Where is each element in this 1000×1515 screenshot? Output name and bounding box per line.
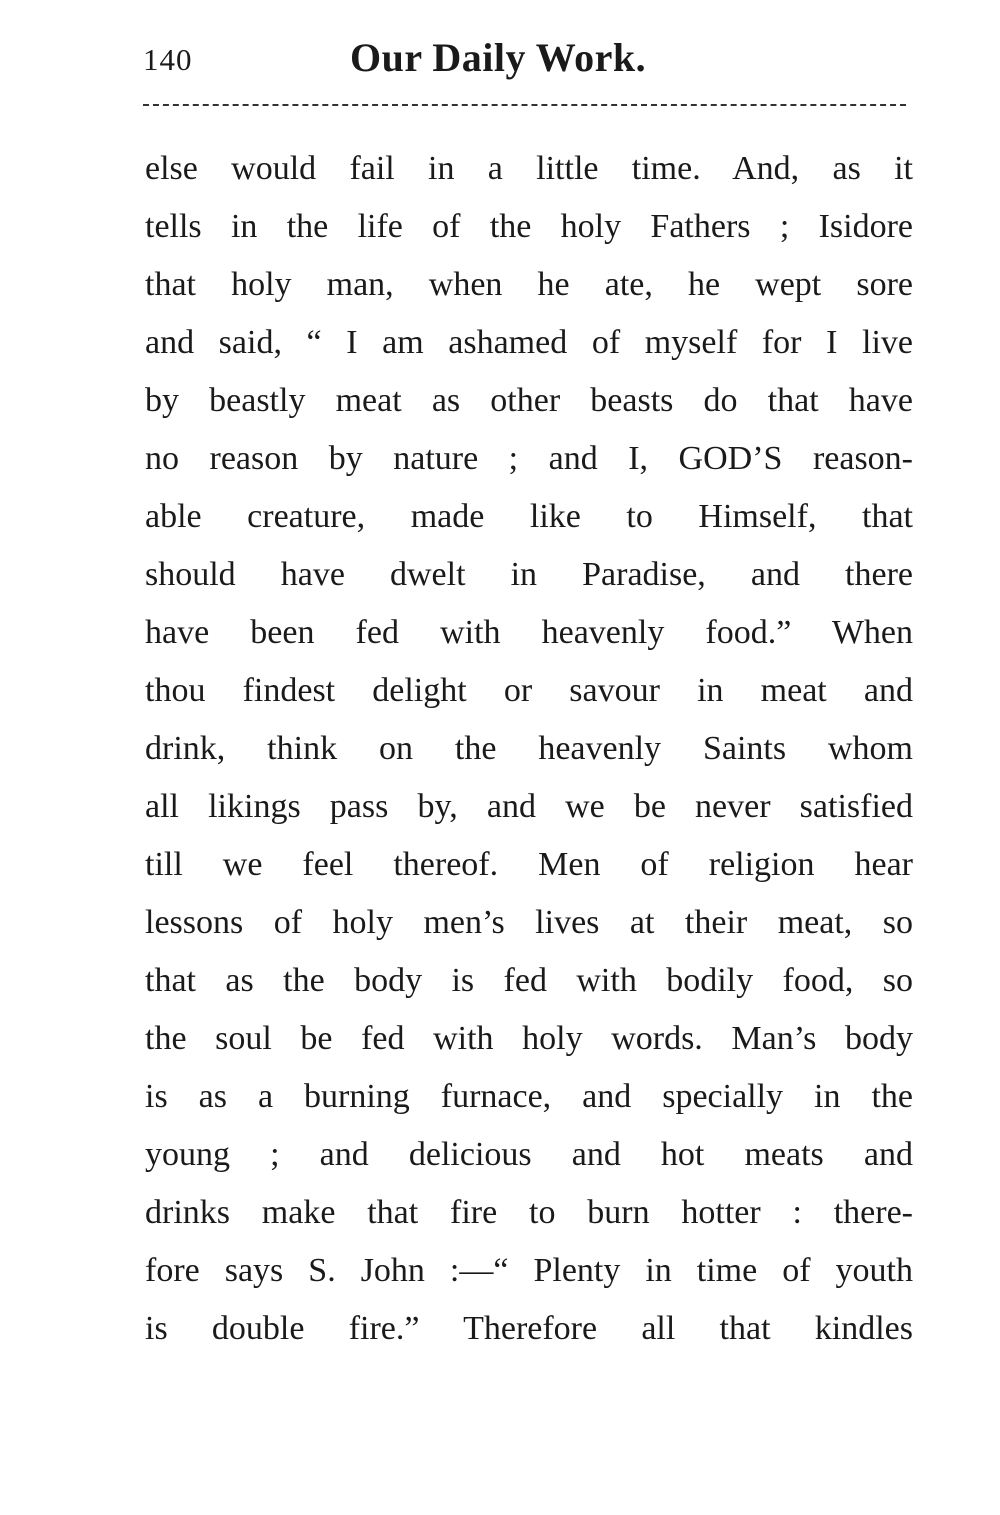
text-line: no reason by nature ; and I, GOD’S reason-: [145, 440, 913, 477]
text-line: able creature, made like to Himself, that: [145, 498, 913, 535]
text-line: tells in the life of the holy Fathers ; Isidore: [145, 208, 913, 245]
text-line: thou findest delight or savour in meat and: [145, 672, 913, 709]
text-line: lessons of holy men’s lives at their meat, so: [145, 904, 913, 941]
text-line: have been fed with heavenly food.” When: [145, 614, 913, 651]
text-line: drinks make that fire to burn hotter : there-: [145, 1194, 913, 1231]
text-line: else would fail in a little time. And, as it: [145, 150, 913, 187]
text-line: young ; and delicious and hot meats and: [145, 1136, 913, 1173]
header-rule: [143, 104, 906, 106]
text-line: is as a burning furnace, and specially in the: [145, 1078, 913, 1115]
text-line: fore says S. John :—“ Plenty in time of youth: [145, 1252, 913, 1289]
text-line: all likings pass by, and we be never satisfied: [145, 788, 913, 825]
text-line: drink, think on the heavenly Saints whom: [145, 730, 913, 767]
body-text: [145, 140, 913, 1358]
text-line: till we feel thereof. Men of religion hear: [145, 846, 913, 883]
text-line: the soul be fed with holy words. Man’s body: [145, 1020, 913, 1057]
running-title: Our Daily Work.: [350, 35, 647, 80]
text-line: by beastly meat as other beasts do that have: [145, 382, 913, 419]
text-line: and said, “ I am ashamed of myself for I live: [145, 324, 913, 361]
text-line: should have dwelt in Paradise, and there: [145, 556, 913, 593]
text-line: that as the body is fed with bodily food, so: [145, 962, 913, 999]
text-line: that holy man, when he ate, he wept sore: [145, 266, 913, 303]
page-number: 140: [143, 42, 193, 77]
text-line: is double fire.” Therefore all that kindles: [145, 1310, 913, 1347]
